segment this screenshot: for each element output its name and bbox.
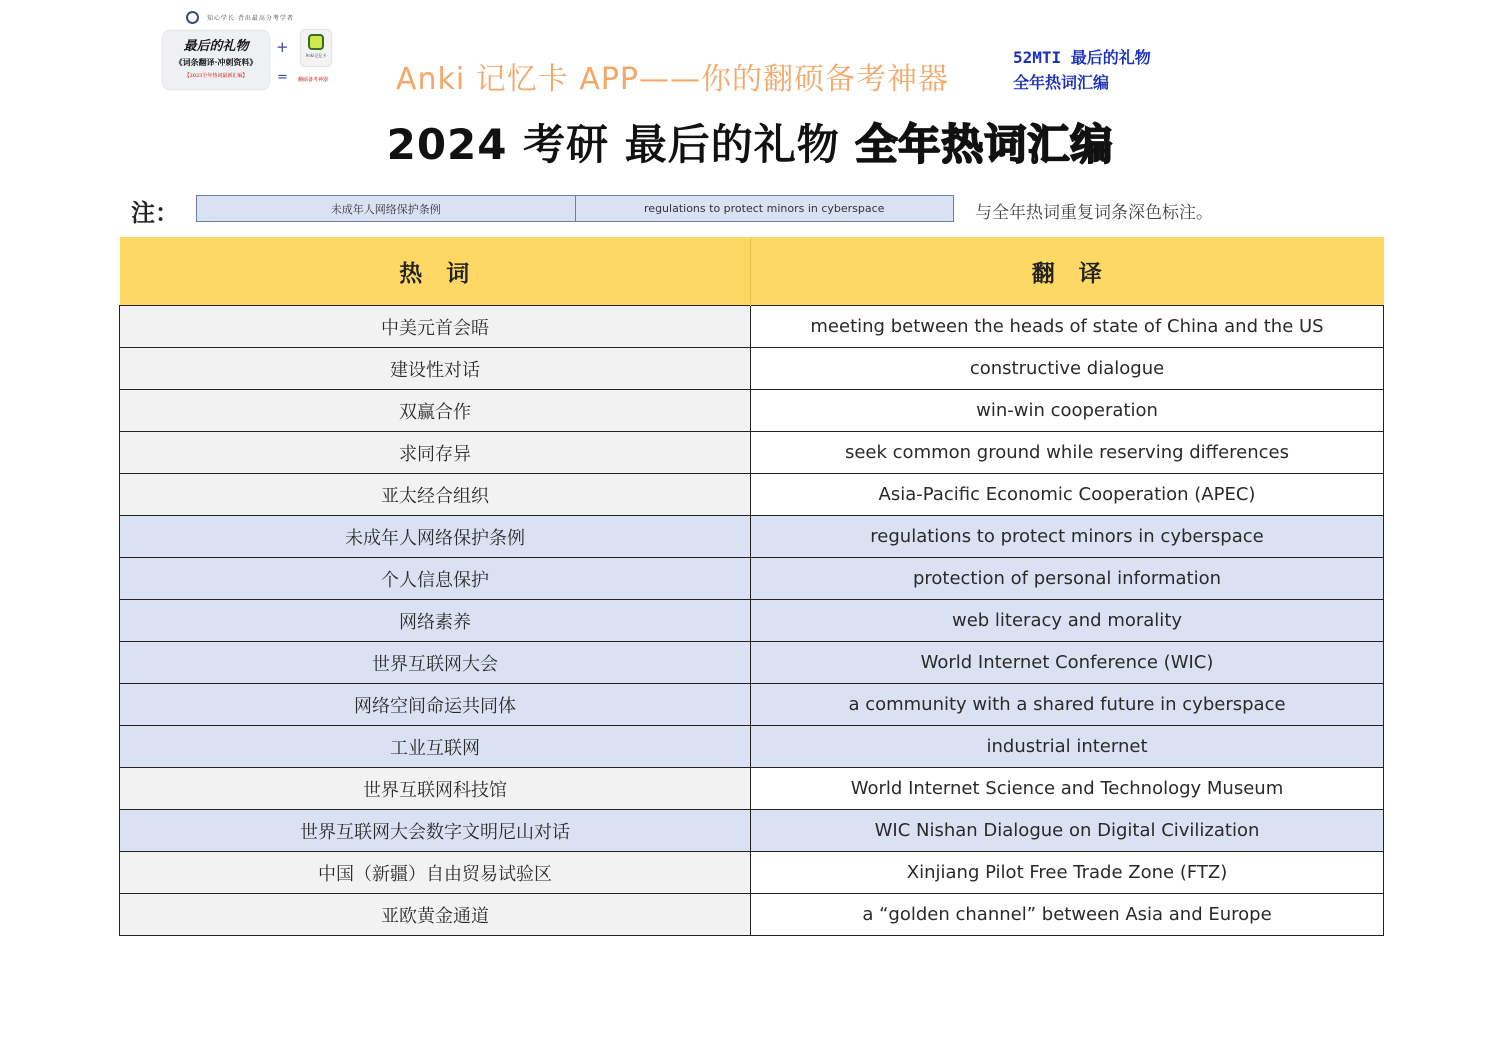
table-header-row [120,237,1384,306]
hot-word-cell: 中美元首会晤 [120,306,751,348]
hot-words-table [119,237,1384,936]
equals-icon: = [277,70,288,85]
hot-word-cell: 求同存异 [120,432,751,474]
book-title: 最后的礼物 [183,39,249,54]
table-row [120,474,1384,516]
translation-cell: industrial internet [751,726,1384,768]
translation-cell: meeting between the heads of state of China and the US [751,306,1384,348]
table-row [120,390,1384,432]
hot-word-cell: 世界互联网科技馆 [120,768,751,810]
hot-word-cell: 中国（新疆）自由贸易试验区 [120,852,751,894]
top-logo-strip [186,11,294,24]
plus-icon: + [276,38,289,56]
hot-word-cell: 双赢合作 [120,390,751,432]
table-row [120,642,1384,684]
translation-cell: World Internet Science and Technology Museum [751,768,1384,810]
note-sample-en: regulations to protect minors in cyberspace [644,202,885,215]
hot-word-cell: 个人信息保护 [120,558,751,600]
translation-cell: regulations to protect minors in cyberspace [751,516,1384,558]
translation-cell: web literacy and morality [751,600,1384,642]
hot-word-cell: 亚欧黄金通道 [120,894,751,936]
hot-word-cell: 网络空间命运共同体 [120,684,751,726]
anki-small-text: 翻硕备考神器 [298,77,329,83]
page-title-part2: 全年热词汇编 [855,120,1114,169]
translation-cell: protection of personal information [751,558,1384,600]
translation-cell: constructive dialogue [751,348,1384,390]
note-sample-box [196,195,954,222]
hot-word-cell: 建设性对话 [120,348,751,390]
translation-cell: WIC Nishan Dialogue on Digital Civilization [751,810,1384,852]
translation-cell: a “golden channel” between Asia and Europe [751,894,1384,936]
page-title [0,112,1500,172]
logo-circle-icon [186,11,199,24]
table-row [120,348,1384,390]
table-row [120,894,1384,936]
translation-cell: seek common ground while reserving differences [751,432,1384,474]
hot-word-cell: 亚太经合组织 [120,474,751,516]
table-row [120,600,1384,642]
hot-word-cell: 未成年人网络保护条例 [120,516,751,558]
anki-logo-icon [308,34,324,50]
hot-word-cell: 网络素养 [120,600,751,642]
anki-icon-text: Anki记忆卡 [305,53,327,58]
table-row [120,810,1384,852]
table-row [120,432,1384,474]
translation-cell: a community with a shared future in cyberspace [751,684,1384,726]
table-row [120,768,1384,810]
hot-word-cell: 工业互联网 [120,726,751,768]
top-tiny-text: 知心学长 背出最高分考学者 [207,15,294,22]
table-row [120,558,1384,600]
table-row [120,852,1384,894]
header-hot-word: 热词 [120,237,751,306]
side-label-line2: 全年热词汇编 [1013,73,1110,92]
translation-cell: Asia-Pacific Economic Cooperation (APEC) [751,474,1384,516]
table-row [120,516,1384,558]
note-sample-cn: 未成年人网络保护条例 [197,196,576,221]
page-title-part1: 2024 考研 最后的礼物 [386,120,840,169]
side-label-line1: 52MTI 最后的礼物 [1013,48,1151,67]
translation-cell: win-win cooperation [751,390,1384,432]
note-label: 注： [131,198,179,227]
book-cover-logo [163,31,269,89]
note-text: 与全年热词重复词条深色标注。 [975,203,1213,223]
translation-cell: World Internet Conference (WIC) [751,642,1384,684]
hot-word-cell: 世界互联网大会数字文明尼山对话 [120,810,751,852]
table-row [120,306,1384,348]
table-row [120,726,1384,768]
anki-app-icon [301,30,331,66]
slogan: Anki 记忆卡 APP——你的翻硕备考神器 [396,62,950,97]
book-subtitle: 《词条翻译·冲刺资料》 [174,57,258,67]
header-translation: 翻译 [751,237,1384,306]
table-row [120,684,1384,726]
translation-cell: Xinjiang Pilot Free Trade Zone (FTZ) [751,852,1384,894]
hot-word-cell: 世界互联网大会 [120,642,751,684]
book-tag: 【2023全年热词最新汇编】 [184,73,248,79]
